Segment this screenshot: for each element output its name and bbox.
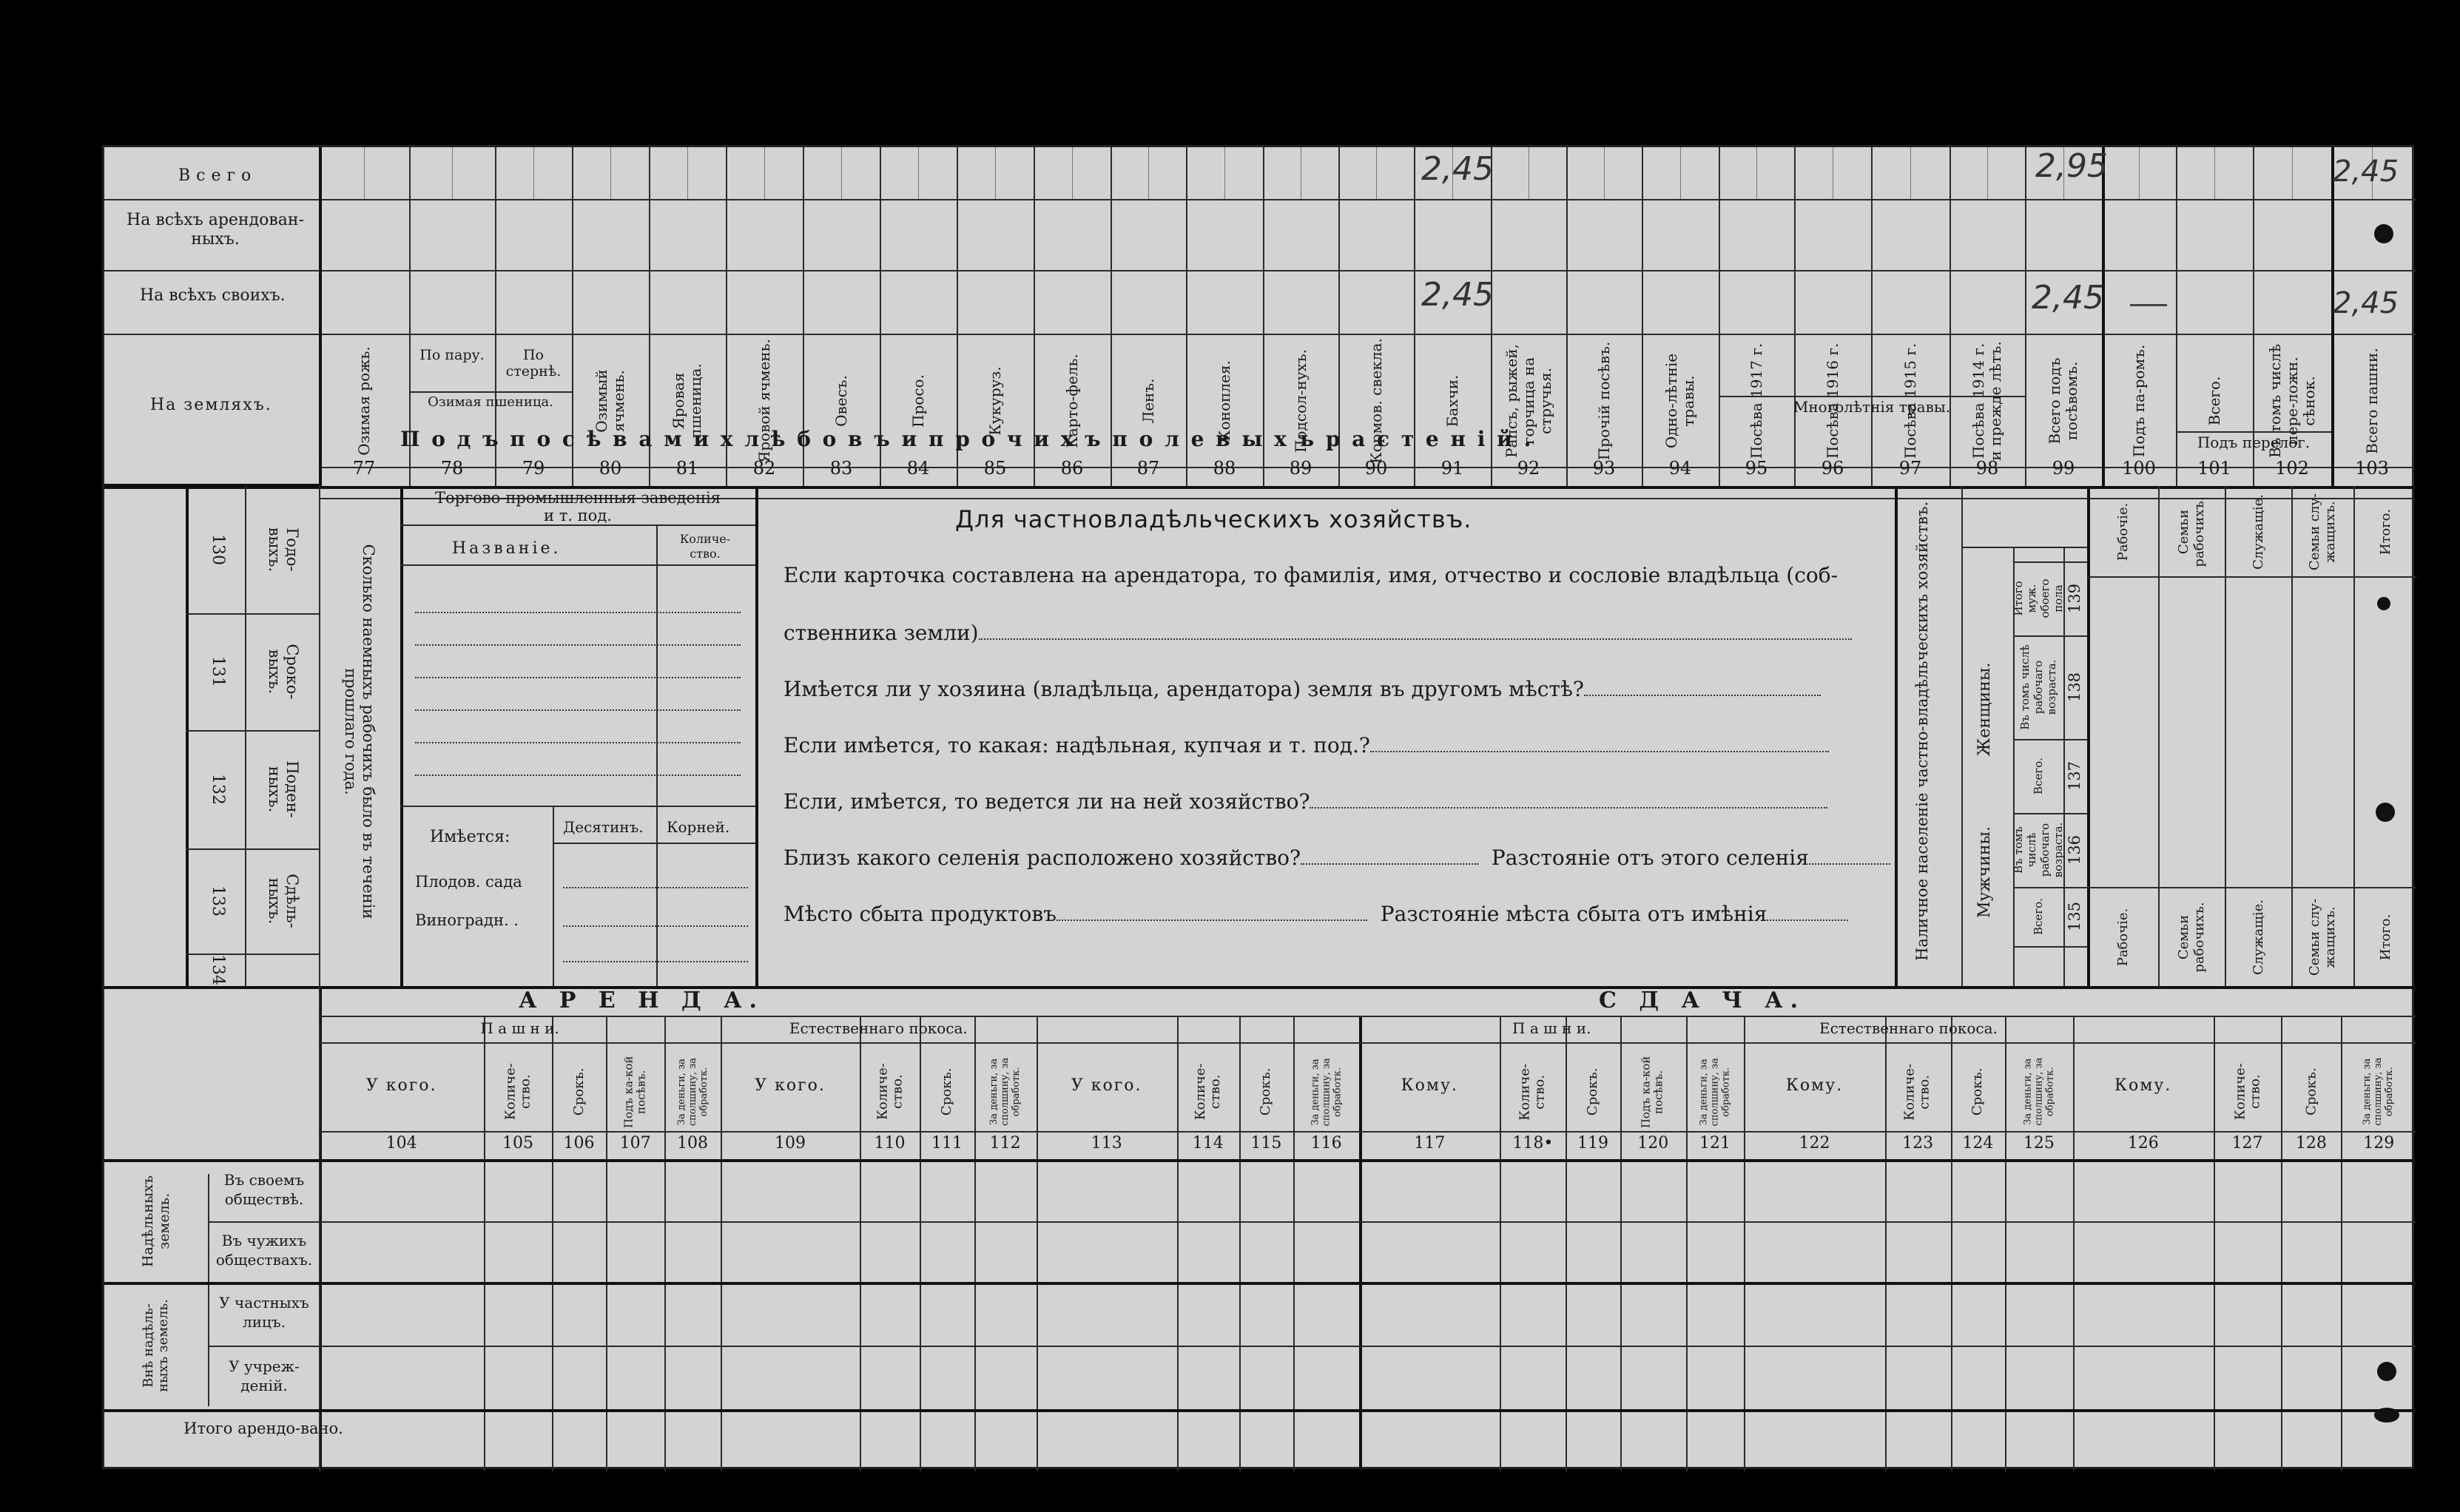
group-header: П а ш н и. [1512, 1019, 1591, 1037]
column-number: 104 [385, 1134, 417, 1152]
grid-line [2341, 1016, 2342, 1471]
grid-line [860, 1016, 861, 1471]
column-number: 99 [2052, 458, 2075, 479]
grid-line [1794, 147, 1796, 486]
column-number: 122 [1799, 1134, 1830, 1152]
column-number: 78 [440, 458, 464, 479]
column-number: 86 [1060, 458, 1084, 479]
question-6: Мѣсто сбыта продуктовъ Разстояніе мѣста сбыта отъ имѣнія [784, 902, 1848, 926]
dotted-line [415, 644, 741, 646]
column-number: 109 [775, 1134, 806, 1152]
column-header: Одно-лѣтніе травы. [1662, 353, 1697, 449]
column-number: 126 [2127, 1134, 2159, 1152]
column-header: Коноплея. [1215, 360, 1233, 442]
grid-line [1895, 486, 1898, 986]
population-col-number: 135 [2066, 901, 2083, 932]
garden-label: Плодов. сада [415, 873, 522, 891]
grid-line [1604, 147, 1605, 199]
column-header: Всего подъ посѣвомъ. [2046, 357, 2080, 445]
hand-svoi-91: 2,45 [1421, 276, 1494, 314]
grid-line [400, 806, 755, 807]
grid-line [755, 486, 758, 986]
col-header: Подъ ка-кой посѣвъ. [1640, 1056, 1666, 1128]
subheader-mnogoletnie: Многолѣтнія травы. [1719, 396, 2025, 416]
question-1b: ственника земли) [784, 621, 1852, 645]
column-header: Яровая пшеница. [670, 363, 704, 439]
grid-line [2102, 147, 2105, 486]
punch-hole [2374, 224, 2393, 243]
column-number: 119 [1577, 1134, 1609, 1152]
dotted-line [563, 887, 748, 888]
grid-line [2139, 147, 2140, 199]
trade-qty-header: Количе- ство. [679, 532, 731, 561]
dotted-line [563, 925, 748, 927]
col-header: Количе-ство. [502, 1063, 533, 1121]
column-header: Овесъ. [832, 375, 850, 427]
grid-line [2013, 739, 2087, 740]
grid-line [1500, 1016, 1501, 1471]
grid-line [1910, 147, 1911, 199]
column-number: 84 [906, 458, 930, 479]
col-header: Подъ ка-кой посѣвъ. [621, 1056, 648, 1128]
dotted-line [415, 677, 741, 678]
col-header: У кого. [755, 1076, 826, 1095]
grid-line [2013, 635, 2087, 637]
col-header: Кому. [1401, 1076, 1458, 1095]
column-number: 90 [1364, 458, 1388, 479]
grid-line [186, 486, 189, 986]
column-number: 105 [502, 1134, 534, 1152]
dotted-line [415, 774, 741, 776]
grid-line [400, 564, 755, 566]
column-number: 112 [989, 1134, 1021, 1152]
column-number: 82 [752, 458, 776, 479]
grid-line [1686, 1016, 1688, 1471]
grid-line [2073, 1016, 2075, 1042]
column-number: 127 [2231, 1134, 2263, 1152]
column-number: 117 [1414, 1134, 1446, 1152]
column-header: Посѣва 1917 г. [1747, 342, 1765, 459]
column-number: 98 [1975, 458, 1999, 479]
col-header: За деньги, за сполшину, за обработк. [2362, 1057, 2396, 1127]
grid-line [400, 524, 755, 526]
question-3: Если имѣется, то какая: надѣльная, купчая и т. под.? [784, 733, 1829, 757]
grid-line [1885, 1016, 1887, 1471]
grid-line [656, 806, 658, 986]
col-header: Кому. [1785, 1076, 1844, 1095]
column-header: Яровой ячмень. [755, 339, 773, 463]
col-header: За деньги, за сполшину, за обработк. [1698, 1057, 1732, 1127]
grid-line [533, 147, 534, 199]
grid-line [319, 986, 320, 1471]
vineyard-label: Виноградн. . [415, 911, 519, 929]
dotted-line [415, 612, 741, 613]
group-header: П а ш н и. [480, 1019, 559, 1037]
col-header: Кому. [2114, 1076, 2172, 1095]
column-header: Карто-фель. [1062, 354, 1081, 448]
has-label: Имѣется: [430, 828, 510, 846]
col-header: За деньги, за сполшину, за обработк. [988, 1057, 1022, 1127]
column-header: Прочій посѣвъ. [1594, 341, 1613, 461]
grid-line [1719, 147, 1720, 486]
right-col-header-bottom: Семьи слу-жащихъ. [2307, 898, 2338, 976]
hand-svoi-99: 2,45 [2032, 279, 2104, 317]
arenda-title: А Р Е Н Д А. [519, 988, 764, 1013]
grid-line [319, 147, 322, 486]
men-label: Мужчины. [1975, 826, 1994, 919]
grid-line [610, 147, 611, 199]
column-number: 103 [2355, 458, 2389, 479]
column-number: 107 [619, 1134, 651, 1152]
grid-line [1987, 147, 1988, 199]
col-header: Срокъ. [938, 1067, 954, 1116]
column-header: Подъ па-ромъ. [2129, 344, 2148, 458]
row-label: У учреж-деній. [229, 1357, 300, 1394]
grid-line [552, 1016, 553, 1471]
column-header: Рапсъ, рыжей, горчица на стручья. [1502, 344, 1554, 458]
column-number: 91 [1440, 458, 1464, 479]
trade-title: Торгово-промышленныя заведенія и т. под. [435, 489, 721, 524]
grid-line [553, 806, 554, 986]
grid-line [1961, 486, 1963, 986]
workers-col-number: 130 [209, 534, 227, 565]
workers-col-label: Сроко- выхъ. [266, 644, 301, 700]
right-col-header-bottom: Служащіе. [2250, 900, 2266, 975]
col-header: За деньги, за сполшину, за обработк. [1310, 1057, 1344, 1127]
column-number: 97 [1898, 458, 1922, 479]
col-header: За деньги, за сполшину, за обработк. [675, 1057, 710, 1127]
population-col-label: Итого муж. обоего пола [2012, 578, 2065, 618]
grid-line [1961, 547, 2087, 548]
right-col-header-top: Семьи слу-жащихъ. [2307, 493, 2338, 571]
right-col-header-bottom: Семьи рабочихъ. [2176, 902, 2207, 973]
question-2: Имѣется ли у хозяина (владѣльца, арендатора) земля въ другомъ мѣстѣ? [784, 677, 1821, 701]
column-header: Посѣва 1915 г. [1901, 342, 1919, 459]
column-number: 87 [1136, 458, 1160, 479]
right-col-header-top: Рабочіе. [2114, 502, 2131, 561]
question-4: Если, имѣется, то ведется ли на ней хозяйство? [784, 789, 1827, 814]
korney-header: Корней. [667, 818, 730, 836]
column-header: Ленъ. [1139, 378, 1157, 424]
census-card [102, 145, 2414, 1469]
grid-line [1293, 1016, 1295, 1471]
population-vertical-label: Наличное населеніе частно-владѣльческихъ хозяйствъ. [1913, 501, 1931, 961]
group-header: Естественнаго покоса. [1819, 1019, 1998, 1037]
group-label-vne: Внѣ надѣль-ныхъ земель. [141, 1299, 171, 1392]
column-number: 124 [1962, 1134, 1994, 1152]
grid-line [2413, 147, 2414, 486]
grid-line [687, 147, 688, 199]
grid-line [2225, 486, 2226, 986]
column-number: 121 [1699, 1134, 1731, 1152]
workers-col-number: 133 [209, 885, 227, 917]
grid-line [553, 843, 755, 844]
row-label-zemlyakh: На земляхъ. [150, 396, 272, 414]
grid-line [364, 147, 365, 199]
row-label-arendovannykh: На всѣхъ арендован- ныхъ. [127, 211, 304, 249]
column-number: 120 [1637, 1134, 1669, 1152]
grid-line [186, 730, 319, 732]
right-col-header-top: Семьи рабочихъ. [2176, 496, 2207, 567]
hand-svoi-103: 2,45 [2333, 286, 2399, 320]
grid-line [2013, 946, 2087, 948]
column-number: 108 [677, 1134, 709, 1152]
column-number: 111 [931, 1134, 963, 1152]
dotted-line [415, 709, 741, 711]
grid-line [974, 1016, 976, 1471]
column-header: Озимая рожь. [354, 346, 373, 456]
grid-line [664, 1016, 666, 1471]
column-number: 96 [1821, 458, 1844, 479]
women-label: Женщины. [1975, 662, 1994, 757]
hand-vsego-91: 2,45 [1421, 150, 1494, 188]
grid-line [319, 486, 320, 986]
column-number: 113 [1091, 1134, 1122, 1152]
column-header: По стернѣ. [505, 347, 562, 379]
grid-line [1566, 1016, 1567, 1471]
column-header: Посѣва 1916 г. [1823, 342, 1841, 459]
column-number: 80 [599, 458, 622, 479]
group-header: Естественнаго покоса. [789, 1019, 968, 1037]
grid-line [1642, 147, 1643, 486]
column-header: Бахчи. [1443, 374, 1461, 428]
column-number: 94 [1668, 458, 1692, 479]
hand-vsego-103: 2,45 [2333, 155, 2399, 189]
subheader-ozimaya-pshenitsa: Озимая пшеница. [409, 391, 572, 412]
band-title: П о д ъ п о с ѣ в а м и х л ѣ б о в ъ и п р о ч и х ъ п о л е в ы х ъ р а с т е н і й . [400, 427, 1534, 451]
col-header: Срокъ. [1585, 1067, 1601, 1116]
col-header: Срокъ. [570, 1067, 587, 1116]
grid-line [1037, 1016, 1038, 1042]
column-number: 114 [1192, 1134, 1224, 1152]
column-number: 95 [1745, 458, 1768, 479]
grid-line [1224, 147, 1225, 199]
population-col-label: Въ томъ числѣ рабочаго возраста. [2018, 644, 2058, 730]
grid-line [104, 1409, 2416, 1412]
workers-vertical-label: Сколько наемныхъ рабочихъ было въ теченіи прошлаго года. [342, 544, 377, 919]
column-number: 89 [1289, 458, 1312, 479]
row-label: Въ своемъ обществѣ. [223, 1171, 305, 1208]
grid-line [1680, 147, 1681, 199]
workers-col-number: 132 [209, 774, 227, 805]
grid-line [2087, 486, 2090, 986]
grid-line [104, 1282, 2416, 1285]
grid-line [319, 1016, 2416, 1017]
grid-line [995, 147, 996, 199]
column-number: 115 [1250, 1134, 1282, 1152]
column-number: 106 [563, 1134, 595, 1152]
grid-line [319, 1042, 2416, 1044]
hand-dash [2130, 304, 2167, 306]
grid-line [1566, 147, 1568, 486]
private-title: Для частновладѣльческихъ хозяйствъ. [955, 505, 1472, 533]
right-col-header-bottom: Итого. [2377, 914, 2393, 961]
column-number: 93 [1592, 458, 1616, 479]
grid-line [2214, 147, 2215, 199]
column-header: По пару. [419, 347, 485, 363]
grid-line [400, 486, 403, 986]
dotted-line [415, 742, 741, 743]
right-col-header-bottom: Рабочіе. [2114, 908, 2131, 967]
grid-line [1376, 147, 1377, 199]
column-number: 116 [1310, 1134, 1342, 1152]
grid-line [1756, 147, 1757, 199]
grid-line [495, 334, 496, 393]
punch-hole [2377, 1362, 2396, 1381]
col-header: Количе-ство. [1192, 1063, 1223, 1121]
grid-line [245, 486, 246, 986]
grid-line [2353, 486, 2355, 986]
grid-line [452, 147, 453, 199]
grid-line [2025, 147, 2026, 486]
column-number: 81 [675, 458, 699, 479]
grid-line [1871, 147, 1873, 486]
column-number: 128 [2295, 1134, 2327, 1152]
trade-name-header: Названіе. [452, 539, 562, 558]
grid-line [2013, 561, 2087, 563]
grid-line [764, 147, 765, 199]
column-number: 125 [2023, 1134, 2055, 1152]
column-header: Посѣва 1914 г. и прежде лѣтъ. [1969, 341, 2004, 461]
col-header: Количе-ство. [1902, 1063, 1933, 1121]
grid-line [2281, 1016, 2282, 1471]
grid-line [104, 1159, 2416, 1162]
column-number: 83 [829, 458, 853, 479]
column-number: 92 [1517, 458, 1540, 479]
dotted-line [563, 961, 748, 962]
column-header: Кукуруз. [985, 366, 1004, 436]
grid-line [186, 613, 319, 615]
row-label: Въ чужихъ обществахъ. [215, 1232, 313, 1269]
question-1a: Если карточка составлена на арендатора, то фамилія, имя, отчество и сословіе владѣльца (соб- [784, 563, 1839, 587]
grid-line [1072, 147, 1073, 199]
punch-hole [2374, 1408, 2399, 1422]
col-header: Количе-ство. [1517, 1063, 1548, 1121]
population-col-number: 136 [2066, 834, 2083, 865]
grid-line [920, 1016, 921, 1471]
population-col-label: Всего. [2032, 898, 2045, 935]
punch-hole [2377, 597, 2390, 610]
row-label-svoikh: На всѣхъ своихъ. [140, 286, 286, 305]
total-label: Итого арендо-вано. [183, 1420, 343, 1437]
row-label-vsego: Всего [178, 166, 257, 185]
population-col-number: 137 [2066, 760, 2083, 792]
column-number: 85 [983, 458, 1007, 479]
column-header: Всего. [2205, 376, 2223, 426]
grid-line [2005, 1016, 2006, 1471]
sdacha-title: С Д А Ч А. [1599, 988, 1806, 1013]
column-number: 79 [522, 458, 545, 479]
grid-line [656, 524, 658, 806]
col-header: Количе-ство. [874, 1063, 905, 1121]
column-number: 100 [2122, 458, 2156, 479]
column-header: Всего пашни. [2362, 348, 2381, 454]
col-header: У кого. [365, 1076, 437, 1095]
population-col-label: Всего. [2032, 757, 2045, 794]
grid-line [2214, 1016, 2215, 1471]
workers-col-number: 134 [209, 954, 227, 985]
grid-line [606, 1016, 607, 1471]
row-label: У частныхъ лицъ. [219, 1294, 309, 1331]
question-5: Близъ какого селенія расположено хозяйство? Разстояніе отъ этого селенія [784, 846, 1890, 870]
column-number: 88 [1213, 458, 1236, 479]
grid-line [1177, 1016, 1179, 1471]
col-header: У кого. [1071, 1076, 1142, 1095]
workers-col-label: Поден- ныхъ. [266, 760, 301, 818]
column-header: Озимый ячмень. [593, 369, 627, 433]
workers-col-number: 131 [209, 656, 227, 687]
col-header: За деньги, за сполшину, за обработк. [2022, 1057, 2056, 1127]
workers-col-label: Сдѣль- ныхъ. [266, 874, 301, 928]
grid-line [2087, 576, 2416, 578]
grid-line [841, 147, 842, 199]
population-col-label: Въ томъ числѣ рабочаго возраста. [2012, 822, 2065, 878]
grid-line [1148, 147, 1149, 199]
right-col-header-top: Служащіе. [2250, 494, 2266, 570]
grid-line [1950, 147, 1951, 486]
grid-line [918, 147, 919, 199]
population-col-number: 139 [2066, 583, 2083, 614]
grid-line [2291, 486, 2293, 986]
col-header: Срокъ. [1258, 1067, 1274, 1116]
grid-line [1620, 1016, 1622, 1471]
column-header: Подсол-нухъ. [1291, 349, 1310, 453]
grid-line [2158, 486, 2160, 986]
column-header: Въ томъ числѣ пере-ложн. сѣнок. [2265, 343, 2318, 459]
grid-line [2013, 813, 2087, 814]
punch-hole [2376, 803, 2395, 822]
grid-line [484, 1016, 485, 1471]
grid-line [2292, 147, 2293, 199]
column-number: 101 [2197, 458, 2231, 479]
column-header: Кормов. свекла. [1367, 338, 1385, 464]
col-header: Срокъ. [2302, 1067, 2319, 1116]
col-header: Количе-ство. [2231, 1063, 2262, 1121]
subheader-pod-perelog: Подъ перелог. [2176, 431, 2331, 452]
population-col-number: 138 [2066, 672, 2083, 703]
hand-vsego-99: 2,95 [2035, 147, 2108, 185]
group-label-nadelnykh: Надѣльныхъ земель. [140, 1175, 172, 1268]
grid-line [2087, 887, 2416, 888]
right-col-header-top: Итого. [2377, 508, 2393, 556]
grid-line [208, 1221, 2416, 1223]
col-header: Срокъ. [1969, 1067, 1986, 1116]
column-header: Просо. [909, 374, 927, 428]
grid-line [208, 1346, 2416, 1347]
column-number: 77 [352, 458, 376, 479]
column-number: 118• [1512, 1134, 1554, 1152]
column-number: 123 [1902, 1134, 1934, 1152]
workers-col-label: Годо- выхъ. [266, 527, 301, 573]
desyatin-header: Десятинъ. [563, 818, 644, 836]
column-number: 110 [874, 1134, 906, 1152]
column-number: 129 [2363, 1134, 2395, 1152]
column-number: 102 [2275, 458, 2309, 479]
